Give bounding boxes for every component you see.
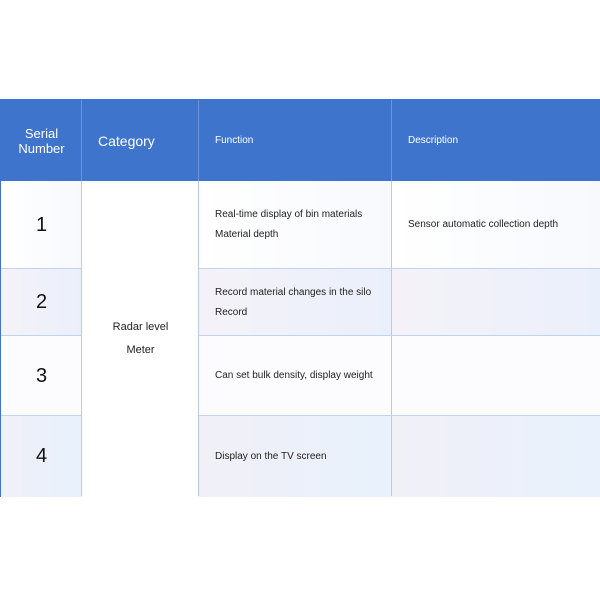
row-divider [1, 268, 82, 269]
function-cell [199, 416, 392, 497]
function-table [0, 99, 600, 497]
description-cell [392, 336, 600, 416]
column-divider [198, 181, 199, 496]
function-text: Material depth [215, 229, 279, 240]
header-serial-number-label: Serial Number [18, 125, 65, 156]
function-text: Display on the TV screen [215, 450, 327, 462]
header-divider [391, 100, 392, 181]
row-divider [199, 415, 600, 416]
header-category-label: Category [98, 132, 155, 149]
description-text: Sensor automatic collection depth [408, 219, 559, 230]
header-function-label: Function [215, 135, 254, 146]
header-divider [198, 100, 199, 181]
row-divider [199, 335, 600, 336]
header-category [82, 100, 199, 181]
function-text: Record material changes in the silo [215, 286, 372, 298]
serial-number: 1 [35, 213, 48, 236]
function-cell [199, 336, 392, 416]
header-serial-number [1, 100, 82, 181]
function-text: Real-time display of bin materials [215, 209, 363, 220]
header-description [392, 100, 600, 181]
column-divider [391, 181, 392, 496]
serial-number: 2 [35, 291, 48, 313]
serial-number-cell [1, 181, 82, 269]
description-cell [392, 269, 600, 336]
header-description-label: Description [408, 135, 459, 146]
description-cell [392, 416, 600, 497]
row-divider [199, 268, 600, 269]
serial-number-cell [1, 416, 82, 497]
serial-number: 4 [35, 445, 48, 467]
function-cell [199, 181, 392, 269]
function-cell [199, 269, 392, 336]
category-line-2: Meter [126, 344, 155, 356]
column-divider [81, 181, 82, 496]
function-text: Record [215, 306, 248, 318]
row-divider [1, 415, 82, 416]
serial-number-cell [1, 269, 82, 336]
row-divider [1, 335, 82, 336]
header-divider [81, 100, 82, 181]
category-line-1: Radar level [112, 321, 169, 333]
description-cell [392, 181, 600, 269]
serial-number-cell [1, 336, 82, 416]
category-cell [82, 181, 199, 497]
serial-number: 3 [35, 364, 48, 387]
function-text: Can set bulk density, display weight [215, 370, 373, 381]
header-function [199, 100, 392, 181]
